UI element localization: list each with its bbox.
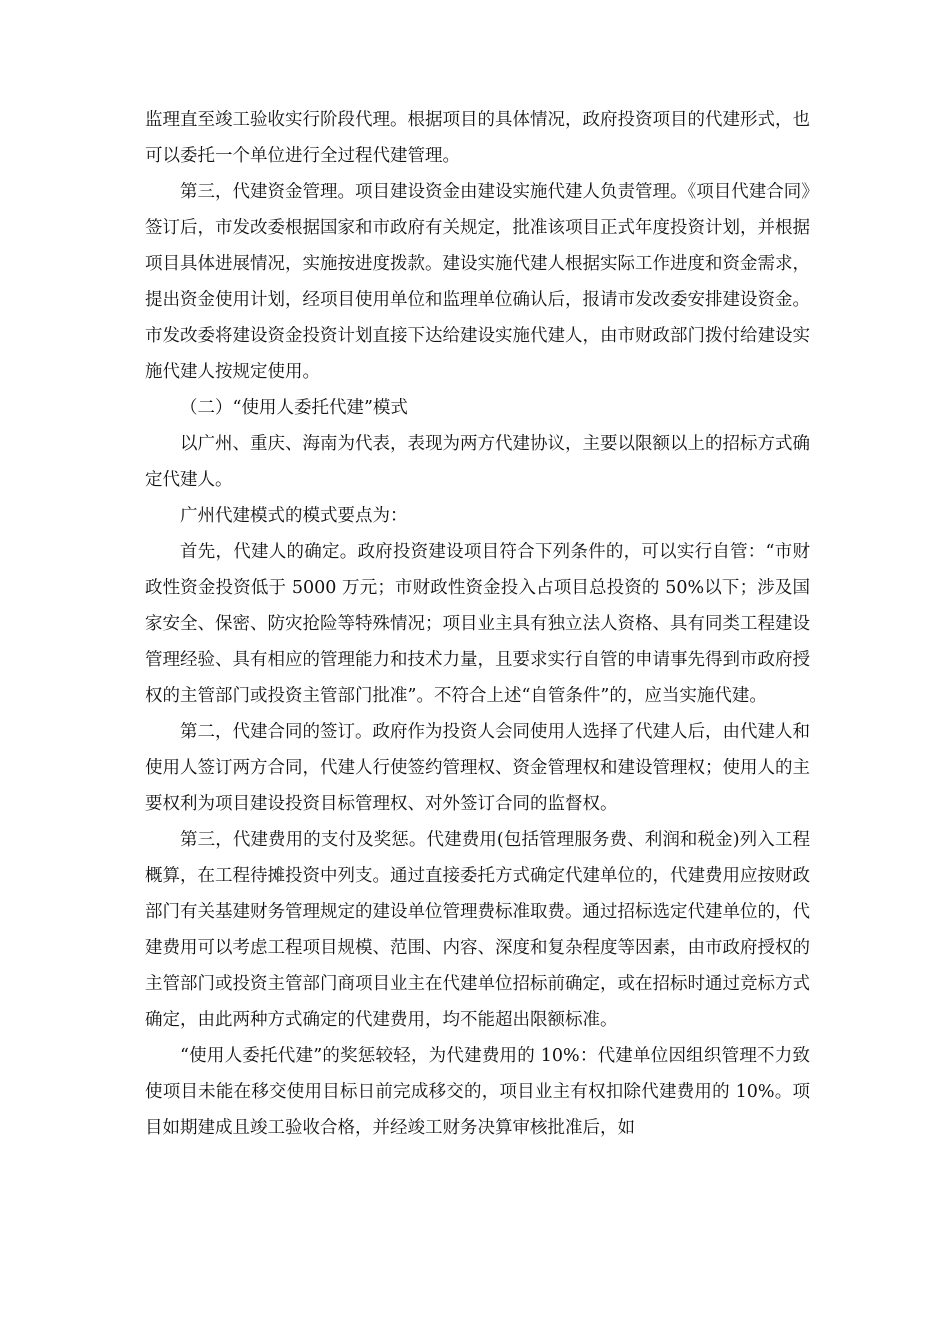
paragraph-third-fees: 第三，代建费用的支付及奖惩。代建费用(包括管理服务费、利润和税金)列入工程概算，在工程待摊投资中列支。通过直接委托方式确定代建单位的，代建费用应按财政部门有关基建财务管理规定的建设单位管理费标准取费。通过招标选定代建单位的，代建费用可以考虑工程项目规模、范围、内容、深度和复杂程度等因素，由市政府授权的主管部门或投资主管部门商项目业主在代建单位招标前确定，或在招标时通过竞标方式确定，由此两种方式确定的代建费用，均不能超出限额标准。 (145, 830, 810, 1030)
paragraph-reward-penalty: “使用人委托代建”的奖惩较轻，为代建费用的 10%：代建单位因组织管理不力致使项目未能在移交使用目标日前完成移交的，项目业主有权扣除代建费用的 10%。项目如期建成且竣工验收合格，并经竣工财务决算审核批准后，如 (145, 1046, 810, 1138)
paragraph-second-contract: 第二，代建合同的签订。政府作为投资人会同使用人选择了代建人后，由代建人和使用人签订两方合同，代建人行使签约管理权、资金管理权和建设管理权；使用人的主要权利为项目建设投资目标管理权、对外签订合同的监督权。 (145, 722, 810, 814)
document-body (145, 102, 810, 1146)
paragraph-first-determination: 首先，代建人的确定。政府投资建设项目符合下列条件的，可以实行自管：“市财政性资金投资低于 5000 万元；市财政性资金投入占项目总投资的 50%以下；涉及国家安全、保密、防灾抢险等特殊情况；项目业主具有独立法人资格、具有同类工程建设管理经验、具有相应的管理能力和技术力量，且要求实行自管的申请事先得到市政府授权的主管部门或投资主管部门批准”。不符合上述“自管条件”的，应当实施代建。 (145, 542, 810, 706)
section-heading-user-entrusted-mode: （二）“使用人委托代建”模式 (180, 398, 408, 418)
paragraph-funding-management: 第三，代建资金管理。项目建设资金由建设实施代建人负责管理。《项目代建合同》签订后，市发改委根据国家和市政府有关规定，批准该项目正式年度投资计划，并根据项目具体进展情况，实施按进度拨款。建设实施代建人根据实际工作进度和资金需求，提出资金使用计划，经项目使用单位和监理单位确认后，报请市发改委安排建设资金。市发改委将建设资金投资计划直接下达给建设实施代建人，由市财政部门拨付给建设实施代建人按规定使用。 (145, 182, 810, 382)
paragraph-continuation: 监理直至竣工验收实行阶段代理。根据项目的具体情况，政府投资项目的代建形式，也可以委托一个单位进行全过程代建管理。 (145, 110, 810, 166)
paragraph-representatives: 以广州、重庆、海南为代表，表现为两方代建协议，主要以限额以上的招标方式确定代建人。 (145, 434, 810, 490)
paragraph-guangzhou-intro: 广州代建模式的模式要点为： (180, 506, 408, 526)
